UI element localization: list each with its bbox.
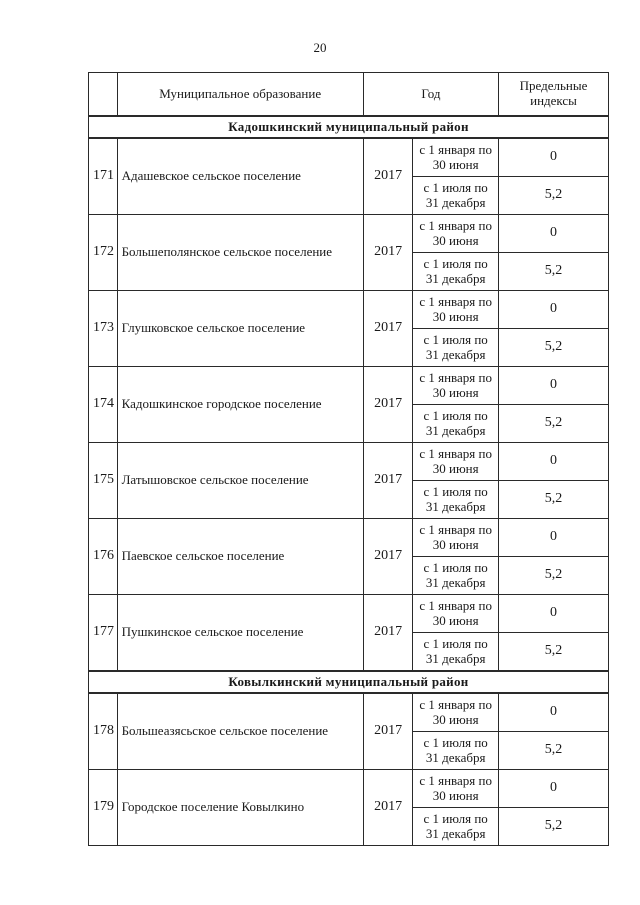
table-row — [89, 693, 609, 732]
row-number: 174 — [89, 367, 118, 443]
period-first-half: с 1 января по 30 июня — [413, 138, 499, 177]
period-second-half: с 1 июля по 31 декабря — [413, 481, 499, 519]
year-value: 2017 — [363, 693, 412, 770]
municipality-name: Большеазясьское сельское поселение — [117, 693, 363, 770]
period-second-half: с 1 июля по 31 декабря — [413, 732, 499, 770]
table-header — [89, 73, 609, 117]
municipality-name: Кадошкинское городское поселение — [117, 367, 363, 443]
region-title: Кадошкинский муниципальный район — [89, 116, 609, 138]
period-first-half: с 1 января по 30 июня — [413, 595, 499, 633]
index-second-half: 5,2 — [499, 808, 609, 846]
row-number: 176 — [89, 519, 118, 595]
index-first-half: 0 — [499, 519, 609, 557]
index-second-half: 5,2 — [499, 557, 609, 595]
year-value: 2017 — [363, 443, 412, 519]
period-second-half: с 1 июля по 31 декабря — [413, 405, 499, 443]
table-row — [89, 215, 609, 253]
header-number — [89, 73, 118, 117]
index-first-half: 0 — [499, 770, 609, 808]
row-number: 173 — [89, 291, 118, 367]
table-row — [89, 770, 609, 808]
table-row — [89, 138, 609, 177]
year-value: 2017 — [363, 138, 412, 215]
period-second-half: с 1 июля по 31 декабря — [413, 633, 499, 672]
index-first-half: 0 — [499, 595, 609, 633]
index-second-half: 5,2 — [499, 481, 609, 519]
municipality-name: Городское поселение Ковылкино — [117, 770, 363, 846]
period-first-half: с 1 января по 30 июня — [413, 215, 499, 253]
municipality-name: Большеполянское сельское поселение — [117, 215, 363, 291]
period-first-half: с 1 января по 30 июня — [413, 367, 499, 405]
year-value: 2017 — [363, 367, 412, 443]
table-row — [89, 291, 609, 329]
index-first-half: 0 — [499, 215, 609, 253]
year-value: 2017 — [363, 215, 412, 291]
table-body — [89, 116, 609, 846]
period-second-half: с 1 июля по 31 декабря — [413, 329, 499, 367]
period-first-half: с 1 января по 30 июня — [413, 443, 499, 481]
row-number: 179 — [89, 770, 118, 846]
period-second-half: с 1 июля по 31 декабря — [413, 808, 499, 846]
header-municipality: Муниципальное образование — [117, 73, 363, 117]
row-number: 171 — [89, 138, 118, 215]
index-second-half: 5,2 — [499, 732, 609, 770]
municipality-name: Пушкинское сельское поселение — [117, 595, 363, 672]
index-second-half: 5,2 — [499, 405, 609, 443]
row-number: 177 — [89, 595, 118, 672]
header-indexes: Предельные индексы — [499, 73, 609, 117]
period-first-half: с 1 января по 30 июня — [413, 693, 499, 732]
index-second-half: 5,2 — [499, 329, 609, 367]
index-second-half: 5,2 — [499, 633, 609, 672]
period-second-half: с 1 июля по 31 декабря — [413, 177, 499, 215]
index-first-half: 0 — [499, 138, 609, 177]
table-row — [89, 519, 609, 557]
limit-indexes-table — [88, 72, 609, 846]
index-second-half: 5,2 — [499, 177, 609, 215]
region-header-row — [89, 671, 609, 693]
year-value: 2017 — [363, 519, 412, 595]
index-second-half: 5,2 — [499, 253, 609, 291]
period-first-half: с 1 января по 30 июня — [413, 291, 499, 329]
year-value: 2017 — [363, 291, 412, 367]
row-number: 178 — [89, 693, 118, 770]
municipality-name: Латышовское сельское поселение — [117, 443, 363, 519]
year-value: 2017 — [363, 770, 412, 846]
row-number: 175 — [89, 443, 118, 519]
page-number: 20 — [313, 40, 327, 55]
table-row — [89, 443, 609, 481]
index-first-half: 0 — [499, 291, 609, 329]
municipality-name: Глушковское сельское поселение — [117, 291, 363, 367]
row-number: 172 — [89, 215, 118, 291]
municipality-name: Адашевское сельское поселение — [117, 138, 363, 215]
period-second-half: с 1 июля по 31 декабря — [413, 557, 499, 595]
year-value: 2017 — [363, 595, 412, 672]
table-row — [89, 595, 609, 633]
table-row — [89, 367, 609, 405]
index-first-half: 0 — [499, 693, 609, 732]
header-year: Год — [363, 73, 498, 117]
index-first-half: 0 — [499, 443, 609, 481]
period-first-half: с 1 января по 30 июня — [413, 519, 499, 557]
period-second-half: с 1 июля по 31 декабря — [413, 253, 499, 291]
index-first-half: 0 — [499, 367, 609, 405]
municipality-name: Паевское сельское поселение — [117, 519, 363, 595]
region-title: Ковылкинский муниципальный район — [89, 671, 609, 693]
region-header-row — [89, 116, 609, 138]
period-first-half: с 1 января по 30 июня — [413, 770, 499, 808]
